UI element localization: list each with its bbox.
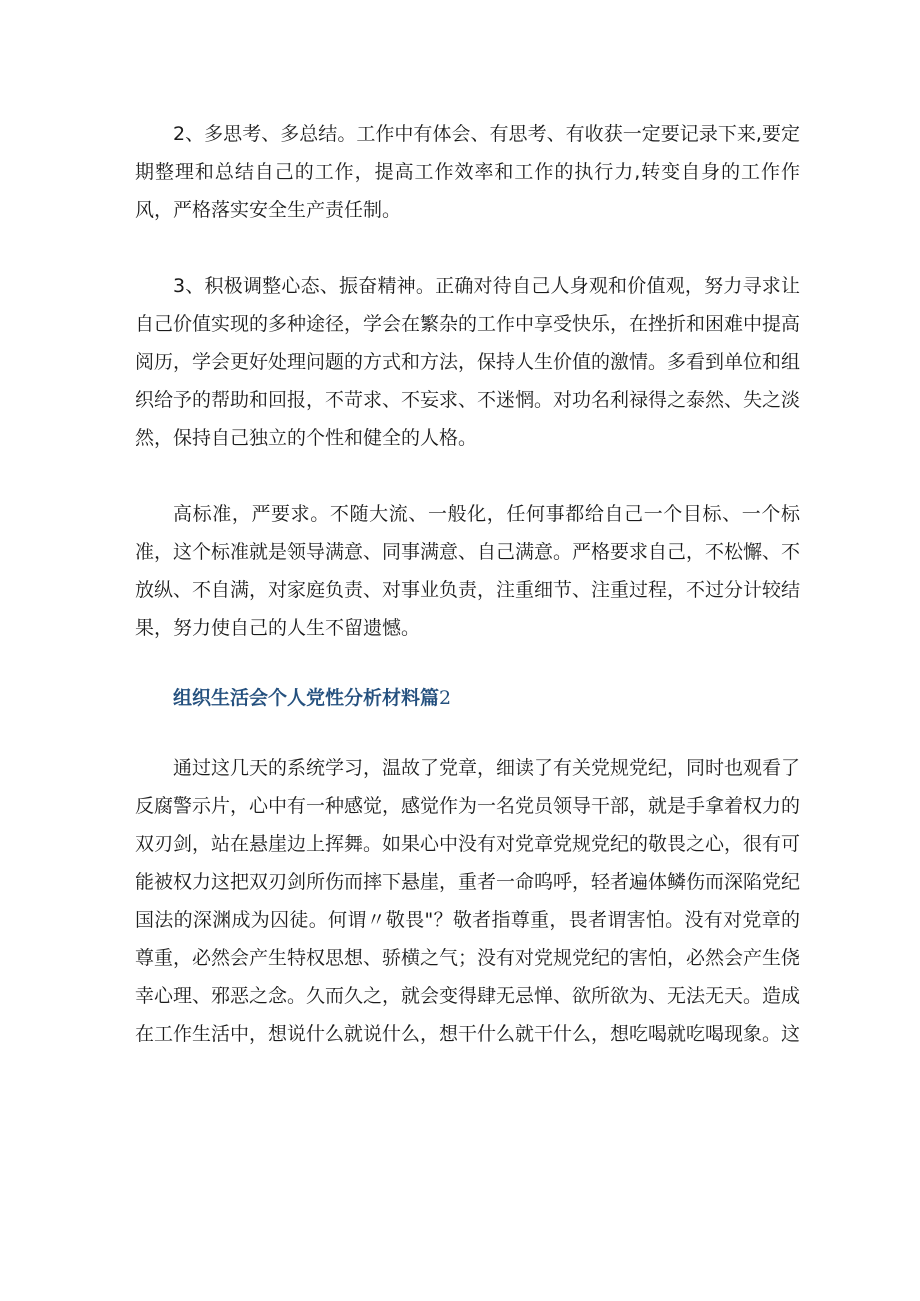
- paragraph-point-3: 3、积极调整心态、振奋精神。正确对待自己人身观和价值观，努力寻求让自己价值实现的多种途径，学会在繁杂的工作中享受快乐，在挫折和困难中提高阅历，学会更好处理问题的方式和方法，保持人生价值的激情。多看到单位和组织给予的帮助和回报，不苛求、不妄求、不迷惘。对功名利禄得之泰然、失之淡然，保持自己独立的个性和健全的人格。: [135, 275, 801, 449]
- paragraph-high-standard: 高标准，严要求。不随大流、一般化，任何事都给自己一个目标、一个标准，这个标准就是领导满意、同事满意、自己满意。严格要求自己，不松懈、不放纵、不自满，对家庭负责、对事业负责，注重细节、注重过程，不过分计较结果，努力使自己的人生不留遗憾。: [135, 503, 801, 639]
- section-paragraph: 通过这几天的系统学习，温故了党章，细读了有关党规党纪，同时也观看了反腐警示片，心中有一种感觉，感觉作为一名党员领导干部，就是手拿着权力的双刃剑，站在悬崖边上挥舞。如果心中没有对党章党规党纪的敬畏之心，很有可能被权力这把双刃剑所伤而摔下悬崖，重者一命呜呼，轻者遍体鳞伤而深陷党纪国法的深渊成为囚徒。何谓〃敬畏"？敬者指尊重，畏者谓害怕。没有对党章的尊重，必然会产生特权思想、骄横之气；没有对党规党纪的害怕，必然会产生侥幸心理、邪恶之念。久而久之，就会变得肆无忌惮、欲所欲为、无法无天。造成在工作生活中，想说什么就说什么，想干什么就干什么，想吃喝就吃喝现象。这: [135, 757, 801, 1045]
- section-heading-number: 2: [439, 687, 452, 709]
- paragraph-point-2: 2、多思考、多总结。工作中有体会、有思考、有收获一定要记录下来,要定期整理和总结自己的工作，提高工作效率和工作的执行力,转变自身的工作作风，严格落实安全生产责任制。: [135, 123, 800, 221]
- section-heading-text: 组织生活会个人党性分析材料篇: [173, 687, 440, 709]
- document-body: [135, 115, 800, 1091]
- section-heading: [135, 679, 800, 717]
